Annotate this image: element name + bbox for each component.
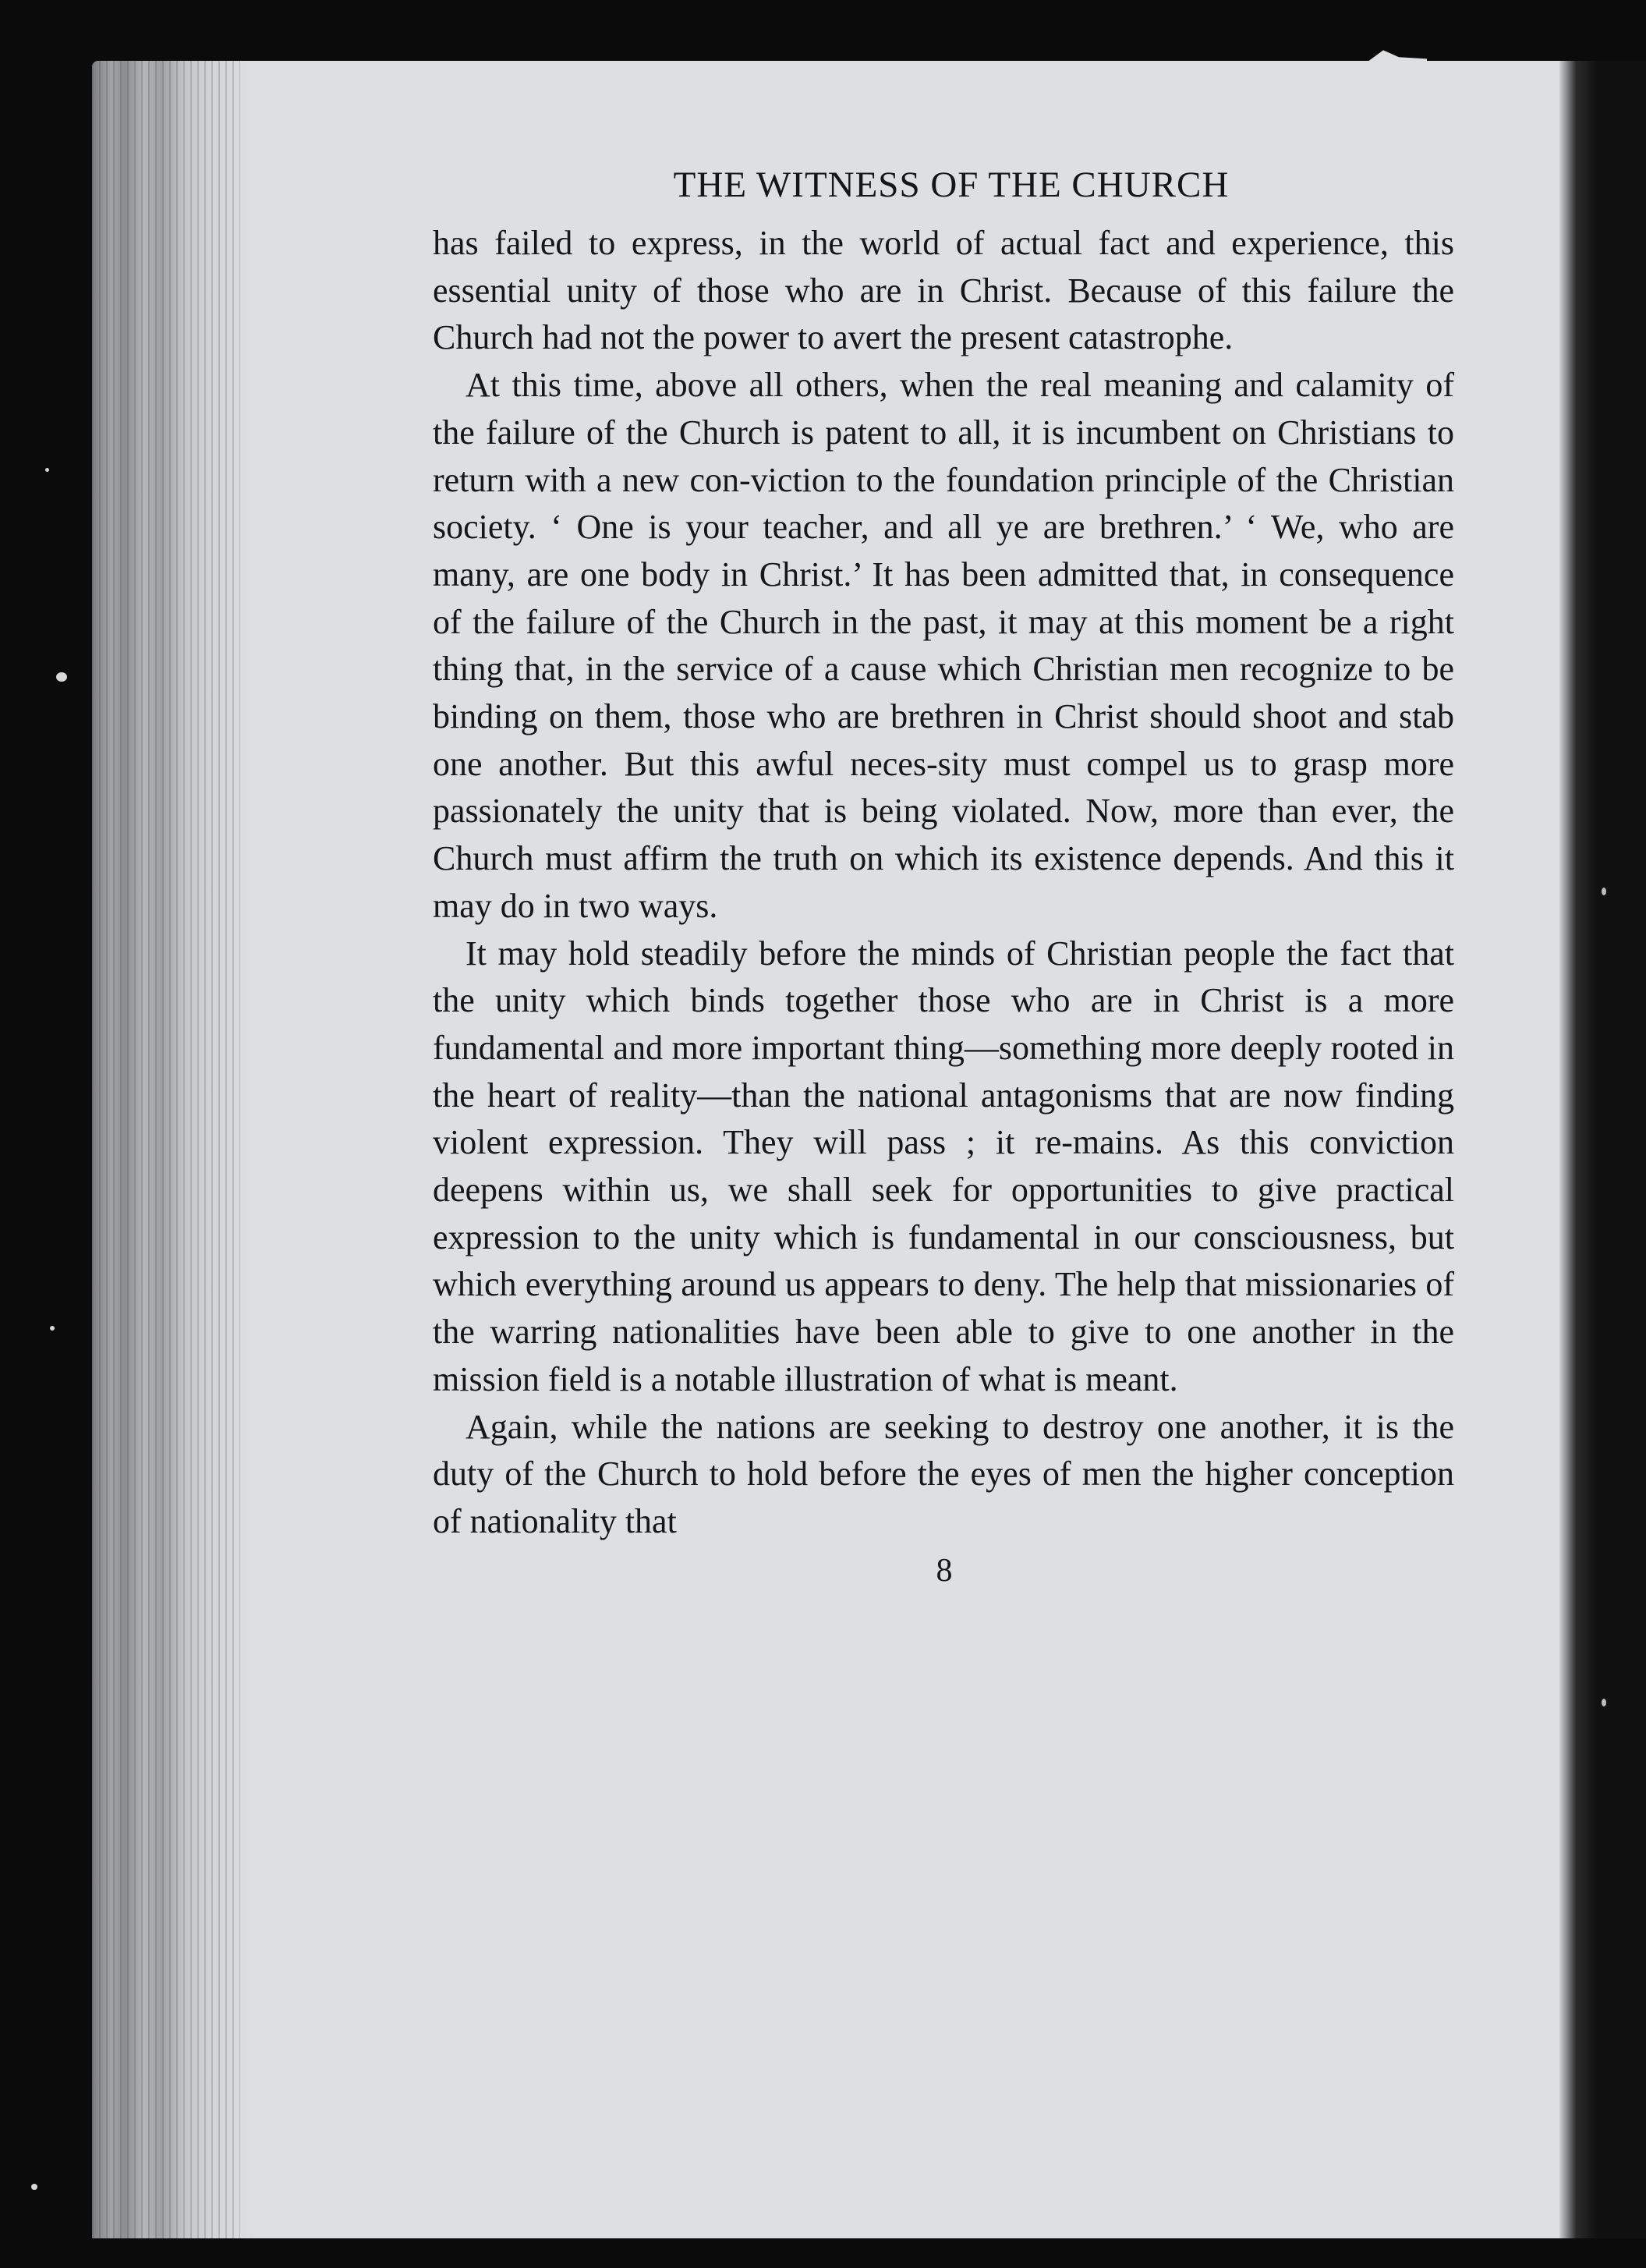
paragraph: At this time, above all others, when the real meaning and calamity of the failure of the Church is patent to all, it is incumbent on Christians to return with a new con-viction to the foundation principle of the Christian society. ‘ One is your teacher, and all ye are brethren.’ ‘ We, who are many, are one body in Christ.’ It has been admitted that, in consequence of the failure of the Church in the past, it may at this moment be a right thing that, in the service of a cause which Christian men recognize to be binding on them, those who are brethren in Christ should shoot and stab one another. But this awful neces-sity must compel us to grasp more passionately the unity that is being violated. Now, more than ever, the Church must affirm the truth on which its existence depends. And this it may do in two ways. (433, 366, 1454, 925)
page-right-edge (1559, 61, 1597, 2238)
text-block (433, 164, 1454, 1589)
paragraph: It may hold steadily before the minds of Christian people the fact that the unity which binds together those who are in Christ is a more fundamental and more important thing—something more deeply rooted in the heart of reality—than the national antagonisms that are now finding violent expression. They will pass ; it re-mains. As this conviction deepens within us, we shall seek for opportunities to give practical expression to the unity which is fundamental in our consciousness, but which everything around us appears to deny. The help that missionaries of the warring nationalities have been able to give to one another in the mission field is a notable illustration of what is meant. (433, 934, 1454, 1398)
body-text (433, 220, 1454, 1546)
binding-gutter-texture (92, 61, 240, 2238)
running-head: THE WITNESS OF THE CHURCH (673, 165, 1230, 205)
paragraph: Again, while the nations are seeking to destroy one another, it is the duty of the Church to hold before the eyes of men the higher conception of nationality that (433, 1407, 1454, 1540)
scan-right-border (1597, 61, 1646, 2238)
page-number: 8 (936, 1552, 953, 1589)
paragraph: has failed to express, in the world of actual fact and experience, this essential unity of those who are in Christ. Because of this failure the Church had not the power to avert the present catastrophe. (433, 224, 1454, 357)
